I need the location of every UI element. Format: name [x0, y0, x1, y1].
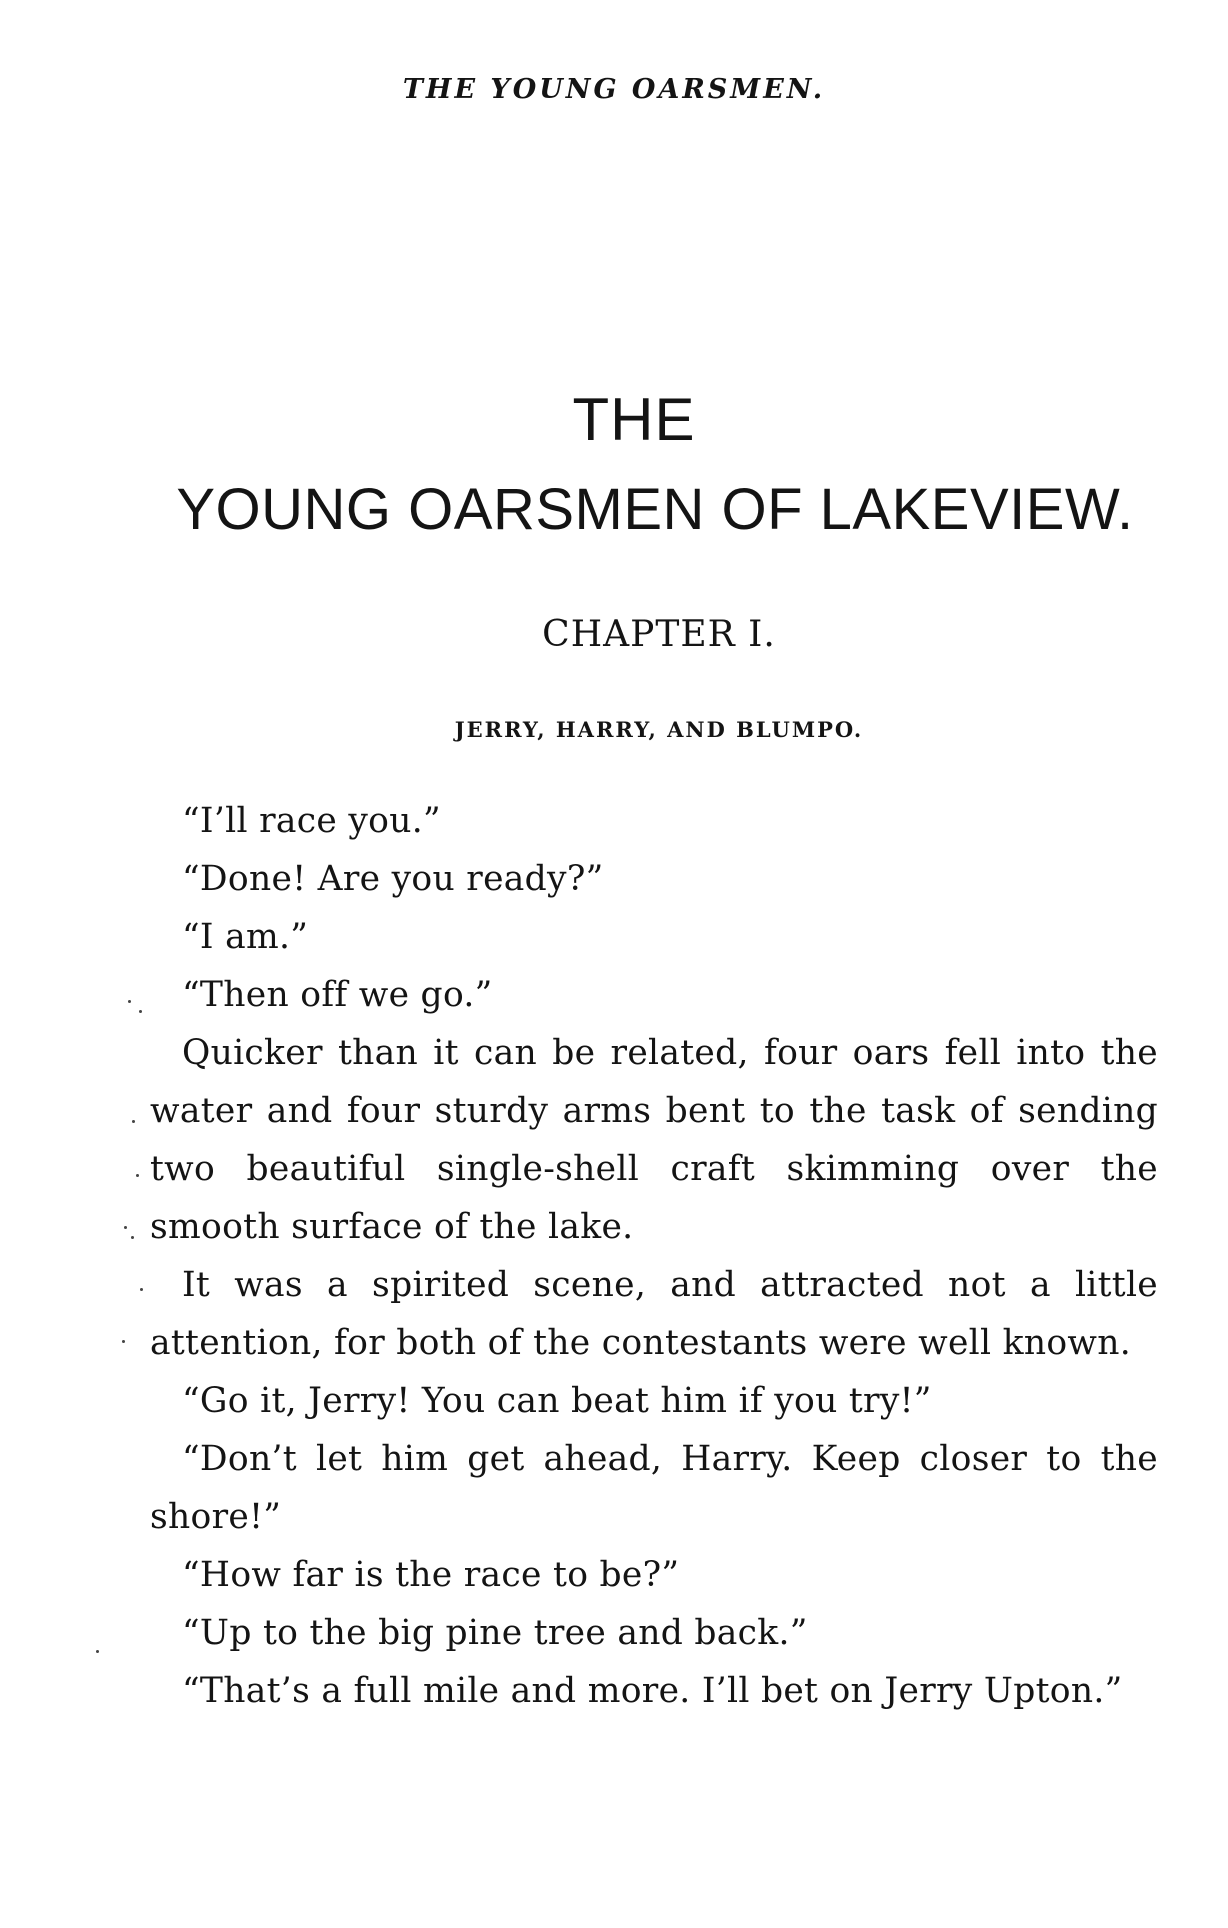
scan-speck	[140, 1288, 143, 1291]
paragraph: “How far is the race to be?”	[182, 1555, 680, 1595]
running-head: THE YOUNG OARSMEN.	[402, 74, 826, 105]
scan-speck	[124, 1226, 127, 1229]
paragraph: “Go it, Jerry! You can beat him if you try!”	[182, 1381, 932, 1421]
book-title-line-2: YOUNG OARSMEN OF LAKEVIEW.	[176, 477, 1134, 542]
paragraph: “That’s a full mile and more. I’ll bet on Jerry Upton.”	[182, 1671, 1123, 1711]
paragraph: “Done! Are you ready?”	[182, 859, 604, 899]
paragraph: “I am.”	[182, 917, 309, 957]
chapter-subtitle: JERRY, HARRY, AND BLUMPO.	[454, 717, 864, 742]
paragraph: Quicker than it can be related, four oars fell into the water and four sturdy arms bent to the task of sending two beautiful single-shell craft skimming over the smooth surface of the lake.	[150, 1033, 1158, 1247]
scan-speck	[128, 1000, 131, 1003]
scan-speck	[131, 1236, 134, 1239]
chapter-body	[150, 792, 1158, 1720]
paragraph: “Up to the big pine tree and back.”	[182, 1613, 808, 1653]
paragraph: It was a spirited scene, and attracted not a little attention, for both of the contestants were well known.	[150, 1265, 1158, 1363]
chapter-heading: CHAPTER I.	[542, 614, 776, 655]
book-title-line-1: THE	[572, 386, 696, 453]
scan-speck	[122, 1340, 125, 1343]
paragraph: “I’ll race you.”	[182, 801, 441, 841]
scan-speck	[139, 1010, 142, 1013]
paragraph: “Don’t let him get ahead, Harry. Keep closer to the shore!”	[150, 1439, 1158, 1537]
scan-speck	[132, 1120, 135, 1123]
scan-speck	[136, 1174, 139, 1177]
scan-speck	[96, 1650, 99, 1653]
paragraph: “Then off we go.”	[182, 975, 493, 1015]
